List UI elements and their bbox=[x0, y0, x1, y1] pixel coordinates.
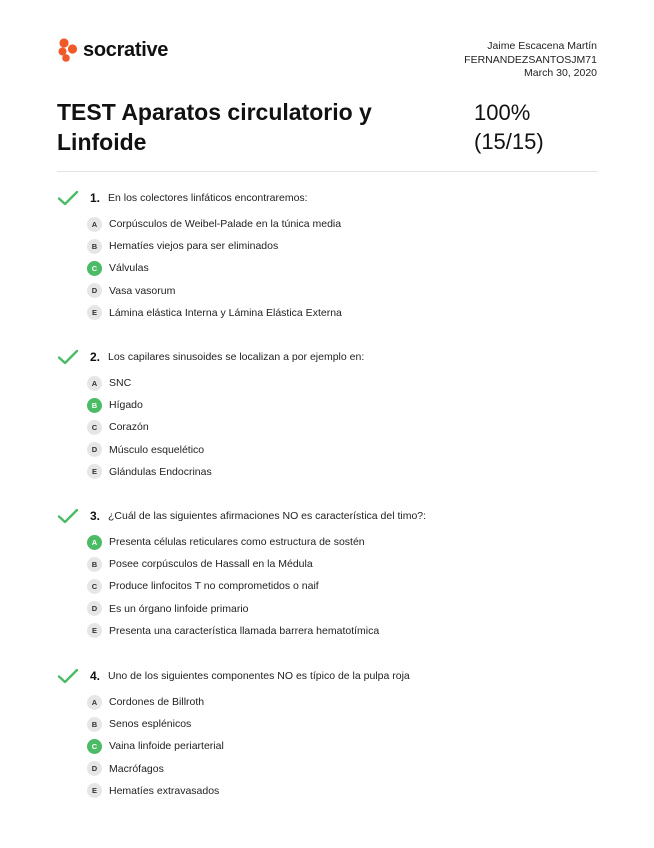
answer-option-e bbox=[57, 780, 598, 802]
answer-letter-badge: E bbox=[87, 464, 102, 479]
answer-text: SNC bbox=[109, 377, 132, 390]
check-icon bbox=[57, 190, 79, 206]
score bbox=[474, 98, 544, 156]
answer-option-a bbox=[57, 372, 598, 394]
answer-option-d bbox=[57, 439, 598, 461]
answer-list bbox=[57, 691, 598, 802]
question-text: En los colectores linfáticos encontraremos: bbox=[108, 192, 308, 204]
question-text: ¿Cuál de las siguientes afirmaciones NO es característica del timo?: bbox=[108, 510, 427, 522]
answer-text: Vasa vasorum bbox=[109, 284, 176, 297]
answer-text: Hematíes viejos para ser eliminados bbox=[109, 240, 279, 253]
question-header bbox=[57, 347, 598, 367]
answer-letter-badge: B bbox=[87, 717, 102, 732]
answer-letter-badge: B bbox=[87, 239, 102, 254]
answer-option-b bbox=[57, 553, 598, 575]
answer-letter-badge: A bbox=[87, 376, 102, 391]
correct-answer-badge: B bbox=[87, 398, 102, 413]
answer-option-a bbox=[57, 213, 598, 235]
question-header bbox=[57, 506, 598, 526]
question-number: 2. bbox=[90, 350, 101, 364]
question-text: Uno de los siguientes componentes NO es típico de la pulpa roja bbox=[108, 670, 410, 682]
question-number: 3. bbox=[90, 509, 101, 523]
answer-letter-badge: E bbox=[87, 305, 102, 320]
answer-text: Posee corpúsculos de Hassall en la Médula bbox=[109, 558, 313, 571]
question-2 bbox=[57, 347, 598, 483]
answer-text: Cordones de Billroth bbox=[109, 696, 205, 709]
question-4 bbox=[57, 666, 598, 802]
answer-option-d bbox=[57, 598, 598, 620]
answer-option-a bbox=[57, 531, 598, 553]
report-date: March 30, 2020 bbox=[524, 67, 597, 79]
question-header bbox=[57, 188, 598, 208]
answer-letter-badge: A bbox=[87, 217, 102, 232]
answer-letter-badge: D bbox=[87, 442, 102, 457]
header-divider bbox=[57, 171, 598, 172]
answer-letter-badge: E bbox=[87, 783, 102, 798]
answer-option-e bbox=[57, 461, 598, 483]
answer-text: Macrófagos bbox=[109, 762, 164, 775]
answer-text: Glándulas Endocrinas bbox=[109, 465, 212, 478]
answer-letter-badge: E bbox=[87, 623, 102, 638]
answer-option-d bbox=[57, 280, 598, 302]
answer-option-c bbox=[57, 416, 598, 438]
score-fraction: (15/15) bbox=[474, 129, 544, 154]
answer-text: Vaina linfoide periarterial bbox=[109, 740, 224, 753]
answer-text: Produce linfocitos T no comprometidos o naif bbox=[109, 580, 319, 593]
answer-option-e bbox=[57, 302, 598, 324]
answer-text: Lámina elástica Interna y Lámina Elástica Externa bbox=[109, 306, 342, 319]
answer-option-b bbox=[57, 235, 598, 257]
answer-text: Corpúsculos de Weibel-Palade en la túnica media bbox=[109, 218, 342, 231]
correct-answer-badge: C bbox=[87, 261, 102, 276]
answer-letter-badge: C bbox=[87, 420, 102, 435]
answer-text: Senos esplénicos bbox=[109, 718, 192, 731]
question-3 bbox=[57, 506, 598, 642]
answer-list bbox=[57, 531, 598, 642]
answer-option-b bbox=[57, 713, 598, 735]
check-icon bbox=[57, 508, 79, 524]
answer-list bbox=[57, 372, 598, 483]
answer-letter-badge: C bbox=[87, 579, 102, 594]
answer-option-c bbox=[57, 257, 598, 279]
answer-text: Músculo esquelético bbox=[109, 443, 205, 456]
answer-option-b bbox=[57, 394, 598, 416]
answer-text: Presenta células reticulares como estructura de sostén bbox=[109, 536, 365, 549]
answer-option-a bbox=[57, 691, 598, 713]
correct-answer-badge: C bbox=[87, 739, 102, 754]
answer-option-e bbox=[57, 620, 598, 642]
answer-letter-badge: D bbox=[87, 601, 102, 616]
correct-answer-badge: A bbox=[87, 535, 102, 550]
answer-text: Hígado bbox=[109, 399, 143, 412]
socrative-logo-icon bbox=[57, 38, 79, 62]
answer-option-c bbox=[57, 575, 598, 597]
answer-letter-badge: D bbox=[87, 283, 102, 298]
answer-text: Presenta una característica llamada barrera hematotímica bbox=[109, 624, 380, 637]
report-meta bbox=[464, 40, 597, 81]
test-title: TEST Aparatos circulatorio y Linfoide bbox=[57, 99, 372, 155]
answer-letter-badge: D bbox=[87, 761, 102, 776]
answer-letter-badge: B bbox=[87, 557, 102, 572]
question-number: 4. bbox=[90, 669, 101, 683]
answer-text: Válvulas bbox=[109, 262, 149, 275]
answer-text: Corazón bbox=[109, 421, 149, 434]
question-number: 1. bbox=[90, 191, 101, 205]
check-icon bbox=[57, 668, 79, 684]
question-1 bbox=[57, 188, 598, 324]
socrative-logo bbox=[57, 38, 168, 62]
answer-letter-badge: A bbox=[87, 695, 102, 710]
answer-option-d bbox=[57, 758, 598, 780]
score-percent: 100% bbox=[474, 100, 531, 125]
check-icon bbox=[57, 349, 79, 365]
brand-name: socrative bbox=[83, 38, 169, 61]
student-id: FERNANDEZSANTOSJM71 bbox=[464, 53, 597, 66]
student-name: Jaime Escacena Martín bbox=[487, 40, 597, 52]
answer-list bbox=[57, 213, 598, 324]
answer-text: Hematíes extravasados bbox=[109, 784, 220, 797]
answer-option-c bbox=[57, 735, 598, 757]
question-header bbox=[57, 666, 598, 686]
question-text: Los capilares sinusoides se localizan a por ejemplo en: bbox=[108, 351, 365, 363]
answer-text: Es un órgano linfoide primario bbox=[109, 602, 249, 615]
